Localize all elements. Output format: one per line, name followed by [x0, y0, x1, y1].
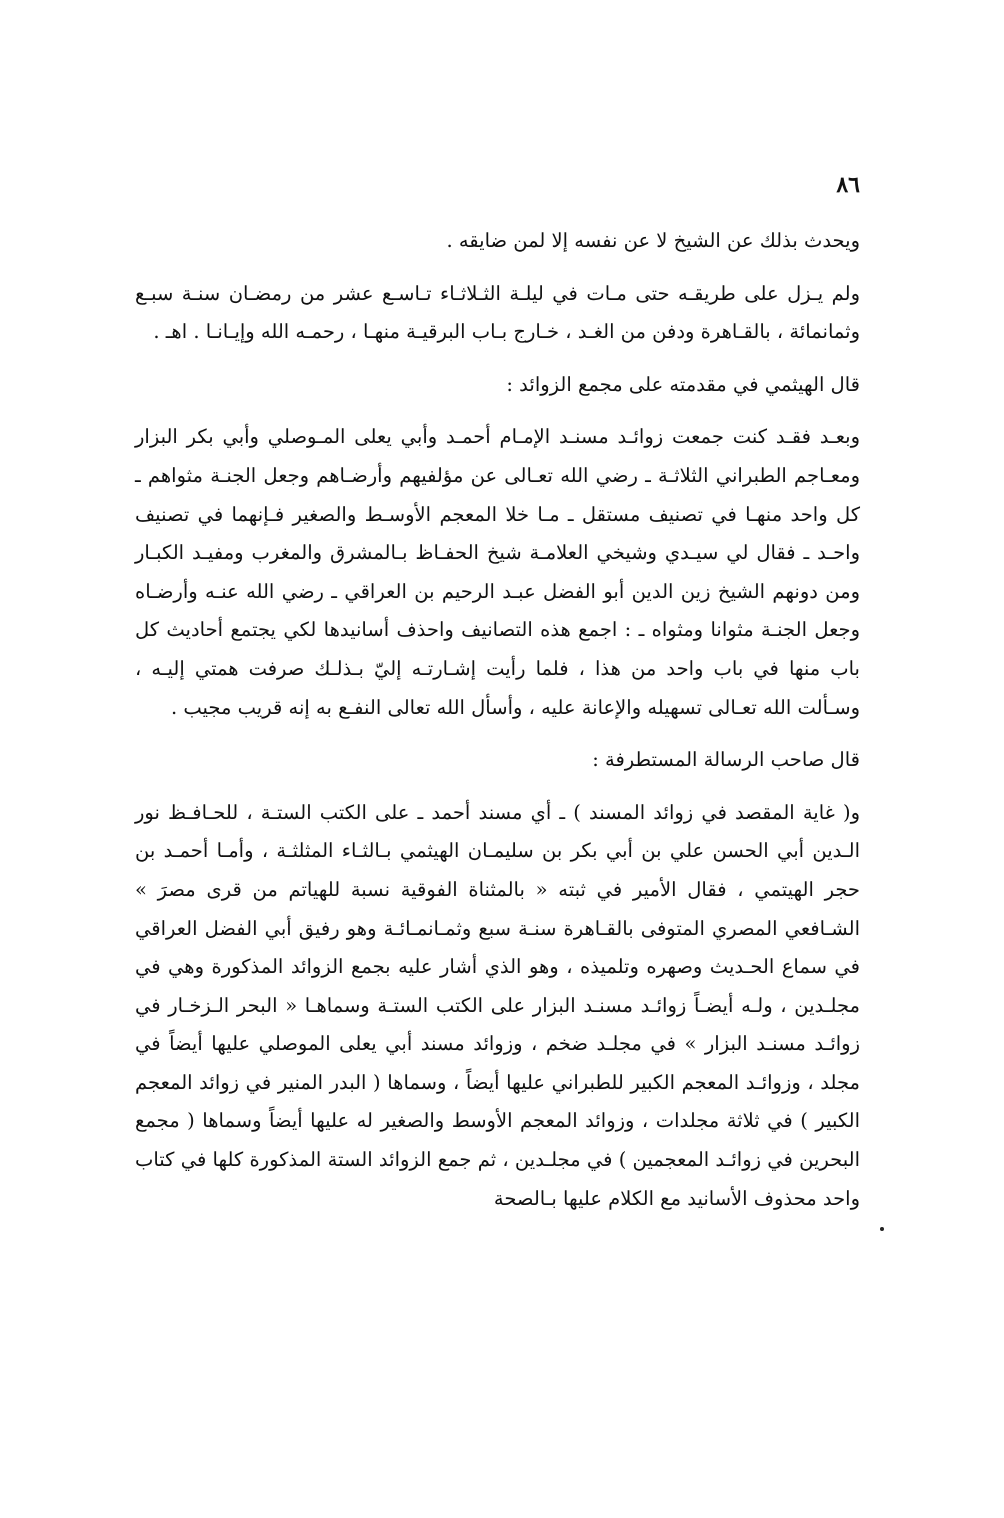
- paragraph-haythami-introduction: وبعـد فقـد كنت جمعت زوائـد مسنـد الإمـام أحمـد وأبي يعلى المـوصلي وأبي بكر البزار ومعـاجم الطبراني الثلاثـة ـ رضي الله تعـالى عن مؤلفيهم وأرضـاهم وجعل الجنـة مثواهم ـ كل واحد منهـا في تصنيف مستقل ـ مـا خلا المعجم الأوسـط والصغير فـإنهما في تصنيف واحـد ـ فقال لي سيـدي وشيخي العلامـة شيخ الحفـاظ بـالمشرق والمغرب ومفيـد الكبـار ومن دونهم الشيخ زين الدين أبو الفضل عبـد الرحيم بن العراقي ـ رضي الله عنـه وأرضـاه وجعل الجنـة مثوانا ومثواه ـ : اجمع هذه التصانيف واحذف أسانيدها لكي يجتمع أحاديث كل باب منها في باب واحد من هذا ، فلما رأيت إشـارتـه إليّ بـذلـك صرفت همتي إليـه ، وسـألت الله تعـالى تسهيله والإعانة عليه ، وأسأل الله تعالى النفـع به إنه قريب مجيب .: [135, 425, 860, 719]
- paragraph-death-notice: ولم يـزل على طريقـه حتى مـات في ليلـة الثـلاثـاء تـاسـع عشر من رمضـان سنـة سبـع وثمانمائة ، بالقـاهرة ودفن من الغـد ، خـارج بـاب البرقيـة منهـا ، رحمـه الله وإيـانـا . اهـ .: [135, 281, 860, 344]
- paragraph-risala-text: و( غاية المقصد في زوائد المسند ) ـ أي مسند أحمد ـ على الكتب الستـة ، للحـافـظ نور الـدين أبي الحسن علي بن أبي بكر بن سليمـان الهيثمي بـالثـاء المثلثـة ، وأمـا أحمـد بن حجر الهيتمي ، فقال الأمير في ثبته « بالمثناة الفوقية نسبة للهياتم من قرى مصرَ » الشـافعي المصري المتوفى بالقـاهرة سنـة سبع وثمـانمـائـة وهو رفيق أبي الفضل العراقي في سماع الحـديث وصهره وتلميذه ، وهو الذي أشار عليه بجمع الزوائد المذكورة وهي في مجلـدين ، ولـه أيضـاً زوائـد مسنـد البزار على الكتب الستـة وسماهـا « البحر الـزخـار في زوائـد مسنـد البزار » في مجلـد ضخم ، وزوائد مسند أبي يعلى الموصلي عليها أيضاً في مجلد ، وزوائـد المعجم الكبير للطبراني عليها أيضاً ، وسماها ( البدر المنير في زوائد المعجم الكبير ) في ثلاثة مجلدات ، وزوائد المعجم الأوسط والصغير له عليها أيضاً وسماها ( مجمع البحرين في زوائـد المعجمين ) في مجلـدين ، ثم جمع الزوائد الستة المذكورة كلها في كتاب واحد محذوف الأسانيد مع الكلام عليها بـالصحة: [135, 800, 860, 1210]
- heading-haythami-quote: قال الهيثمي في مقدمته على مجمع الزوائد :: [506, 372, 860, 396]
- margin-dot: [880, 1227, 884, 1231]
- paragraph-continuation: ويحدث بذلك عن الشيخ لا عن نفسه إلا لمن ضايقه .: [446, 229, 860, 252]
- page-number: ٨٦: [836, 172, 860, 198]
- body-text: [135, 222, 860, 1218]
- heading-risala-quote: قال صاحب الرسالة المستطرفة :: [592, 748, 860, 772]
